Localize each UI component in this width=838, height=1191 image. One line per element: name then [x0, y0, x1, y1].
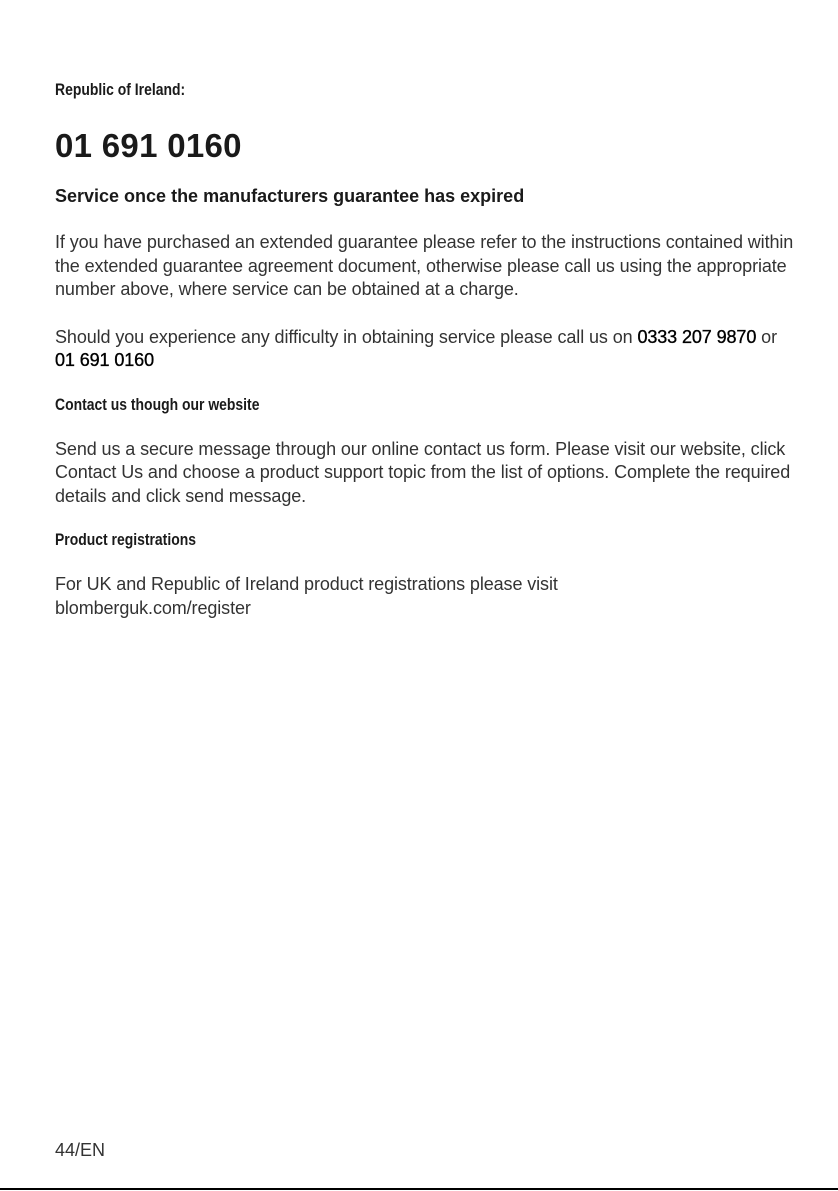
registration-text: For UK and Republic of Ireland product registrations please visit	[55, 574, 558, 594]
difficulty-or: or	[756, 326, 777, 347]
registration-url: blomberguk.com/register	[55, 597, 251, 618]
guarantee-heading: Service once the manufacturers guarantee has expired	[55, 186, 525, 206]
website-heading: Contact us though our website	[55, 394, 260, 414]
difficulty-text: Should you experience any difficulty in obtaining service please call us on	[55, 326, 638, 347]
website-paragraph: Send us a secure message through our online contact us form. Please visit our website, click Contact Us and choose a product support topic from the list of options. Complete the required details and click send message.	[55, 438, 791, 506]
bottom-divider	[0, 1188, 838, 1190]
uk-phone-number: 0333 207 9870	[637, 326, 757, 347]
document-page	[55, 80, 795, 620]
page-number: 44/EN	[55, 1140, 106, 1160]
difficulty-paragraph	[55, 326, 795, 373]
ireland-label: Republic of Ireland:	[55, 80, 186, 99]
registration-paragraph	[55, 573, 795, 620]
registration-heading: Product registrations	[55, 530, 196, 549]
guarantee-paragraph: If you have purchased an extended guarantee please refer to the instructions contained within the extended guarantee agreement document, otherwise please call us using the appropriate number above, where service can be obtained at a charge.	[55, 232, 794, 299]
ireland-phone-number: 01 691 0160	[55, 127, 242, 164]
ie-phone-number: 01 691 0160	[55, 350, 154, 370]
